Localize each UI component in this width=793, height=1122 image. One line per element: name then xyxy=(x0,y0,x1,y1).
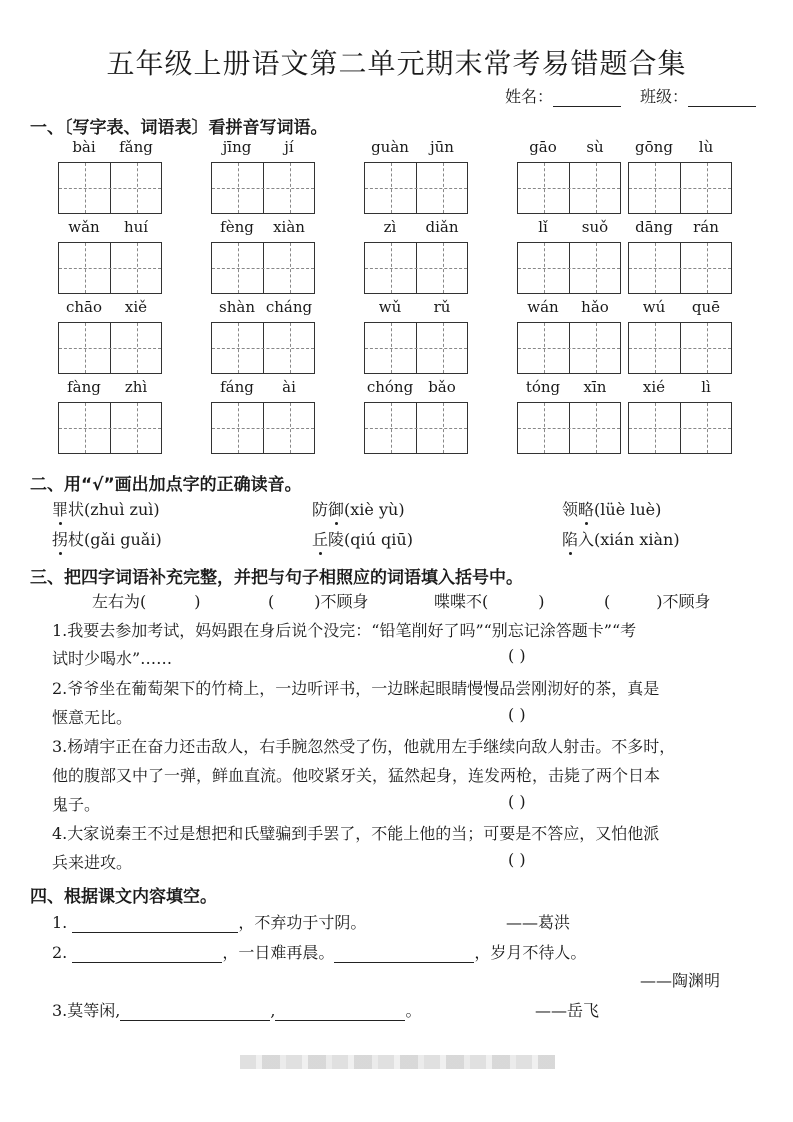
writing-grid-box[interactable] xyxy=(364,402,468,454)
writing-grid-box[interactable] xyxy=(517,162,621,214)
sentence-1-answer[interactable]: ( ) xyxy=(508,646,526,665)
writing-grid-box[interactable] xyxy=(58,402,162,454)
fill-1-author: ——葛洪 xyxy=(506,913,571,932)
pinyin-syllable: jīng xyxy=(222,138,252,156)
fill-1: 1. ，不弃功于寸阴。 xyxy=(52,913,367,932)
pinyin-syllable: bài xyxy=(72,138,96,156)
pinyin-syllable: fàng xyxy=(67,378,101,396)
pronunciation-item[interactable]: 罪状(zhuì zuì) xyxy=(52,500,160,519)
writing-grid-box[interactable] xyxy=(628,322,732,374)
pinyin-syllable: lì xyxy=(701,378,711,396)
pinyin-syllable: diǎn xyxy=(425,218,459,236)
writing-grid-box[interactable] xyxy=(58,322,162,374)
watermark-bar xyxy=(240,1055,555,1069)
writing-grid-box[interactable] xyxy=(58,162,162,214)
writing-grid-box[interactable] xyxy=(211,402,315,454)
sentence-4-answer[interactable]: ( ) xyxy=(508,850,526,869)
pinyin-syllable: quē xyxy=(691,298,721,316)
writing-grid-box[interactable] xyxy=(628,242,732,294)
pinyin-syllable: wú xyxy=(642,298,666,316)
idiom-3[interactable]: 喋喋不( ) xyxy=(434,592,545,611)
writing-grid-box[interactable] xyxy=(211,242,315,294)
writing-grid-box[interactable] xyxy=(211,322,315,374)
pinyin-syllable: rán xyxy=(693,218,719,236)
writing-grid-box[interactable] xyxy=(211,162,315,214)
pinyin-syllable: guàn xyxy=(371,138,409,156)
writing-grid-box[interactable] xyxy=(517,322,621,374)
fill-3-blank-b[interactable] xyxy=(275,1002,405,1021)
page-title: 五年级上册语文第二单元期末常考易错题合集 xyxy=(106,47,687,80)
pinyin-syllable: zì xyxy=(383,218,397,236)
writing-grid-box[interactable] xyxy=(517,402,621,454)
writing-grid-box[interactable] xyxy=(628,162,732,214)
fill-1-blank[interactable] xyxy=(72,914,238,933)
sentence-1-line1: 1.我要去参加考试，妈妈跟在身后说个没完：“铅笔削好了吗”“别忘记涂答题卡”“考 xyxy=(52,621,637,640)
pronunciation-item[interactable]: 陷入(xián xiàn) xyxy=(562,530,680,549)
idiom-1[interactable]: 左右为( ) xyxy=(92,592,201,611)
sentence-2-answer[interactable]: ( ) xyxy=(508,705,526,724)
pinyin-syllable: fèng xyxy=(220,218,254,236)
section-2-heading: 二、用“√”画出加点字的正确读音。 xyxy=(30,475,302,495)
section-4-heading: 四、根据课文内容填空。 xyxy=(30,887,217,907)
writing-grid-box[interactable] xyxy=(364,322,468,374)
sentence-3-line2: 他的腹部又中了一弹，鲜血直流。他咬紧牙关，猛然起身，连发两枪，击毙了两个日本 xyxy=(52,766,661,785)
fill-2: 2. ，一日难再晨。 ，岁月不待人。 xyxy=(52,943,587,962)
name-label: 姓名： xyxy=(505,87,554,106)
idiom-2[interactable]: ( )不顾身 xyxy=(268,592,369,611)
sentence-1-line2: 试时少喝水”…… xyxy=(52,649,173,668)
pinyin-syllable: hǎo xyxy=(581,298,609,316)
idiom-4[interactable]: ( )不顾身 xyxy=(604,592,711,611)
pinyin-syllable: sù xyxy=(586,138,604,156)
pinyin-syllable: jí xyxy=(284,138,294,156)
pinyin-syllable: gōng xyxy=(635,138,673,156)
section-1-heading: 一、〔写字表、词语表〕看拼音写词语。 xyxy=(30,118,328,138)
writing-grid-box[interactable] xyxy=(364,162,468,214)
pinyin-syllable: chāo xyxy=(65,298,103,316)
writing-grid-box[interactable] xyxy=(517,242,621,294)
pinyin-syllable: xiě xyxy=(124,298,148,316)
pinyin-syllable: dāng xyxy=(635,218,673,236)
pinyin-syllable: xīn xyxy=(583,378,607,396)
pinyin-syllable: tóng xyxy=(525,378,561,396)
sentence-2-line1: 2.爷爷坐在葡萄架下的竹椅上，一边听评书，一边眯起眼睛慢慢品尝刚沏好的茶，真是 xyxy=(52,679,660,698)
sentence-2-line2: 惬意无比。 xyxy=(52,708,133,727)
pinyin-syllable: xiàn xyxy=(273,218,305,236)
pinyin-syllable: fáng xyxy=(220,378,254,396)
pinyin-syllable: suǒ xyxy=(581,218,609,236)
sentence-3-answer[interactable]: ( ) xyxy=(508,792,526,811)
pinyin-syllable: lǐ xyxy=(538,218,548,236)
pronunciation-item[interactable]: 丘陵(qiú qiū) xyxy=(312,530,413,549)
sentence-3-line1: 3.杨靖宇正在奋力还击敌人，右手腕忽然受了伤，他就用左手继续向敌人射击。不多时， xyxy=(52,737,676,756)
section-3-heading: 三、把四字词语补充完整，并把与句子相照应的词语填入括号中。 xyxy=(30,568,523,588)
pinyin-syllable: fǎng xyxy=(119,138,153,156)
pinyin-syllable: chóng xyxy=(366,378,414,396)
sentence-4-line1: 4.大家说秦王不过是想把和氏璧骗到手罢了，不能上他的当；可要是不答应，又怕他派 xyxy=(52,824,660,843)
class-label: 班级： xyxy=(640,87,689,106)
fill-2-blank-b[interactable] xyxy=(334,944,474,963)
pinyin-syllable: wǔ xyxy=(378,298,402,316)
fill-3-author: ——岳飞 xyxy=(535,1001,600,1020)
pinyin-syllable: huí xyxy=(123,218,149,236)
pinyin-syllable: wǎn xyxy=(68,218,100,236)
fill-3: 3.莫等闲, , 。 xyxy=(52,1001,422,1020)
fill-3-blank-a[interactable] xyxy=(120,1002,270,1021)
writing-grid-box[interactable] xyxy=(628,402,732,454)
sentence-3-line3: 鬼子。 xyxy=(52,795,101,814)
pinyin-syllable: gāo xyxy=(529,138,557,156)
writing-grid-box[interactable] xyxy=(364,242,468,294)
pinyin-syllable: shàn xyxy=(219,298,255,316)
pinyin-syllable: rǔ xyxy=(433,298,451,316)
writing-grid-box[interactable] xyxy=(58,242,162,294)
pronunciation-item[interactable]: 防御(xiè yù) xyxy=(312,500,405,519)
name-field[interactable] xyxy=(505,84,621,107)
fill-2-author: ——陶渊明 xyxy=(640,971,721,990)
pronunciation-item[interactable]: 拐杖(gǎi guǎi) xyxy=(52,530,162,549)
pinyin-syllable: bǎo xyxy=(428,378,456,396)
fill-2-blank-a[interactable] xyxy=(72,944,222,963)
pinyin-syllable: ài xyxy=(282,378,296,396)
pinyin-syllable: xié xyxy=(642,378,666,396)
pinyin-syllable: lù xyxy=(698,138,714,156)
pronunciation-item[interactable]: 领略(lüè luè) xyxy=(562,500,662,519)
sentence-4-line2: 兵来进攻。 xyxy=(52,853,133,872)
pinyin-syllable: cháng xyxy=(265,298,313,316)
class-field[interactable] xyxy=(640,84,756,107)
pinyin-syllable: wán xyxy=(527,298,559,316)
pinyin-syllable: jūn xyxy=(430,138,454,156)
pinyin-syllable: zhì xyxy=(124,378,148,396)
